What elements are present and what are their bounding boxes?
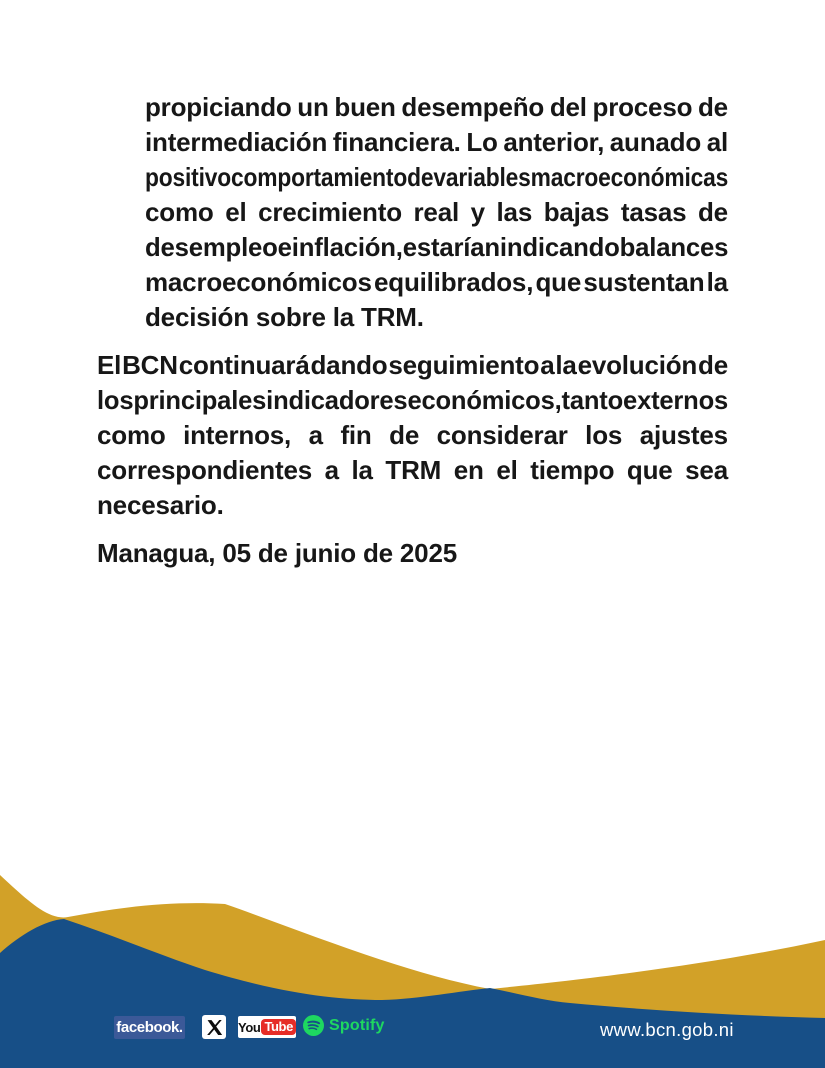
paragraph-line: los principales indicadores económicos, tanto externos bbox=[97, 385, 728, 415]
dateline: Managua, 05 de junio de 2025 bbox=[97, 538, 457, 568]
paragraph-line: correspondientes a la TRM en el tiempo que sea bbox=[97, 455, 728, 485]
paragraph-2 bbox=[97, 348, 728, 523]
website-url: www.bcn.gob.ni bbox=[600, 1019, 734, 1040]
spotify-link[interactable] bbox=[303, 1015, 385, 1036]
paragraph-line: decisión sobre la TRM. bbox=[145, 302, 424, 332]
paragraph-line: como internos, a fin de considerar los ajustes bbox=[97, 420, 728, 450]
spotify-icon bbox=[303, 1015, 324, 1036]
x-twitter-icon[interactable] bbox=[202, 1015, 226, 1039]
paragraph-line: propiciando un buen desempeño del proceso de bbox=[145, 92, 728, 122]
paragraph-line: El BCN continuará dando seguimiento a la evolución de bbox=[97, 350, 728, 380]
youtube-icon[interactable] bbox=[238, 1016, 296, 1038]
paragraph-line: positivo comportamiento de variables macroeconómicas bbox=[145, 162, 729, 192]
facebook-wordmark: facebook. bbox=[116, 1019, 183, 1036]
facebook-icon[interactable] bbox=[114, 1016, 185, 1039]
youtube-tube-badge: Tube bbox=[261, 1019, 296, 1035]
paragraph-line: desempleo e inflación, estarían indicando balances bbox=[145, 232, 729, 262]
paragraph-line: macroeconómicos equilibrados, que sustentan la bbox=[145, 267, 728, 297]
youtube-you-text: You bbox=[238, 1019, 261, 1035]
x-glyph bbox=[206, 1019, 223, 1036]
paragraph-line: intermediación financiera. Lo anterior, aunado al bbox=[145, 127, 728, 157]
paragraph-line: necesario. bbox=[97, 490, 224, 520]
spotify-wordmark: Spotify bbox=[329, 1016, 385, 1034]
paragraph-1 bbox=[97, 90, 728, 335]
paragraph-line: como el crecimiento real y las bajas tasas de bbox=[145, 197, 728, 227]
